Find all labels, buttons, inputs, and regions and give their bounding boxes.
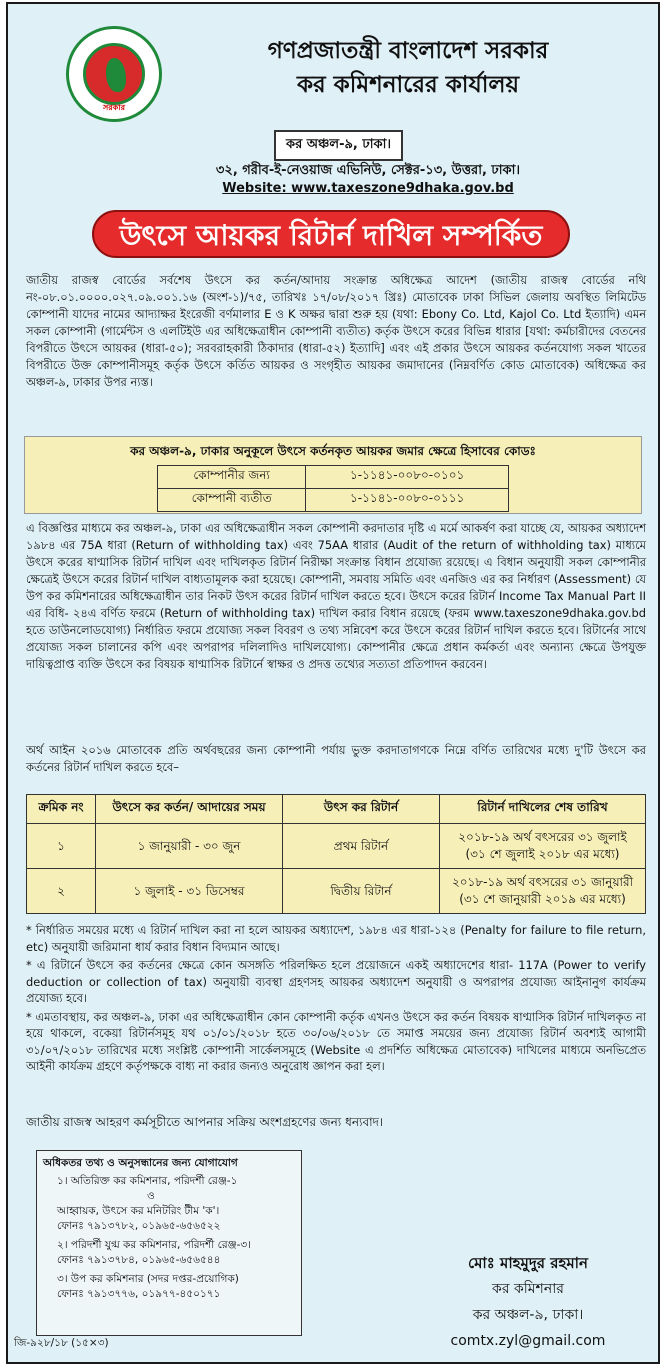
table-row	[27, 869, 646, 914]
account-code-box	[24, 436, 642, 514]
cell-deadline	[440, 824, 646, 869]
footer-code: জি-৯২৮/১৮ (১৫×৩)	[14, 1337, 109, 1349]
cell-deadline	[440, 869, 646, 914]
signatory-title: কর কমিশনার	[492, 1281, 564, 1297]
contact-1-phone: ফোনঃ ৭৯১৩৭৮২, ০১৯৬৫-৬৫৬৫২২	[57, 1220, 221, 1232]
contact-2-title: ২। পরিদর্শী যুগ্ম কর কমিশনার, পরিদর্শী রেঞ্জ-৩।	[57, 1239, 251, 1251]
cell-return: দ্বিতীয় রিটার্ন	[283, 869, 440, 914]
col-serial: ক্রমিক নং	[27, 795, 96, 824]
signatory-office: কর অঞ্চল-৯, ঢাকা।	[472, 1307, 584, 1323]
code-value: ১-১১৪১-০০৮০-০১০১	[306, 466, 509, 489]
account-code-table	[157, 465, 509, 512]
return-schedule-table	[26, 794, 646, 914]
note-verification: * এ রিটার্নে উৎসে কর কর্তনের ক্ষেত্রে কোন অসঙ্গতি পরিলক্ষিত হলে প্রয়োজনে একই অধ্যাদেশের ধারা- 117A (Power to verify deduction or collection of tax) অনুযায়ী ব্যবস্থা গ্রহণসহ আয়কর অধ্যাদেশ অনুযায়ী ও অপরাপর প্রযোজ্য আইনানুগ কার্যক্রম প্রযোজ্য হবে।	[26, 958, 646, 1005]
contact-1	[37, 1173, 301, 1237]
seal-red-circle	[83, 43, 145, 105]
header-line1: গণপ্রজাতন্ত্রী বাংলাদেশ সরকার	[267, 38, 549, 64]
contact-1-and: ও	[147, 1190, 155, 1202]
cell-return: প্রথম রিটার্ন	[283, 824, 440, 869]
cell-period: ১ জানুয়ারী - ৩০ জুন	[96, 824, 283, 869]
contact-2-phone: ফোনঃ ৭৯১৩৭৮৪, ০১৯৬৫-৬৫৬৫৪৪	[57, 1254, 221, 1266]
seal-text: সরকার	[102, 103, 125, 112]
government-seal	[66, 26, 162, 122]
cell-serial: ২	[27, 869, 96, 914]
address-line: ৩২, গরীব-ই-নেওয়াজ এভিনিউ, সেক্টর-১৩, উত্তরা, ঢাকা।	[215, 163, 521, 178]
bangladesh-map-icon	[106, 58, 126, 92]
table-row	[158, 489, 509, 512]
contact-2	[37, 1237, 301, 1271]
table-row	[158, 466, 509, 489]
header-title	[198, 34, 618, 102]
header-line2: কর কমিশনারের কার্যালয়	[296, 72, 520, 98]
thanks-line: জাতীয় রাজস্ব আহরণ কর্মসূচীতে আপনার সক্রিয় অংশগ্রহণের জন্য ধন্যবাদ।	[26, 1115, 384, 1129]
signatory-email: comtx.zyl@gmail.com	[450, 1333, 606, 1349]
col-period: উৎসে কর কর্তন/ আদায়ের সময়	[96, 795, 283, 824]
code-label: কোম্পানীর জন্য	[158, 466, 306, 489]
code-box-heading: কর অঞ্চল-৯, ঢাকার অনুকূলে উৎসে কর্তনকৃত আয়কর জমার ক্ষেত্রে হিসাবের কোডঃ	[130, 444, 536, 458]
notice-banner: উৎসে আয়কর রিটার্ন দাখিল সম্পর্কিত	[92, 210, 570, 258]
cell-period: ১ জুলাই - ৩১ ডিসেম্বর	[96, 869, 283, 914]
signature-block	[438, 1250, 618, 1354]
contact-1-title: ১। অতিরিক্ত কর কমিশনার, পরিদর্শী রেঞ্জ-১	[57, 1175, 238, 1187]
contact-3-title: ৩। উপ কর কমিশনার (সদর দপ্তর-প্রয়োগিক)	[57, 1273, 239, 1285]
signatory-name: মোঃ মাহমুদুর রহমান	[468, 1254, 588, 1272]
deadline-line2: (৩১ শে জুলাই ২০১৮ এর মধ্যে)	[465, 847, 620, 861]
paragraph-rules: এ বিজ্ঞপ্তির মাধ্যমে কর অঞ্চল-৯, ঢাকা এর অধিক্ষেত্রাধীন সকল কোম্পানী করদাতার দৃষ্টি এ মর্মে আকর্ষণ করা যাচ্ছে যে, আয়কর অধ্যাদেশ ১৯৮৪ এর 75A ধারা (Return of withholding tax) এবং 75AA ধারার (Audit of the return of withholding tax) মাধ্যমে উৎসে করের ষাণ্মাসিক রিটার্ন দাখিল এবং দাখিলকৃত রিটার্ন নিরীক্ষা সংক্রান্ত বিধান প্রযোজ্য রয়েছে। এ বিধান অনুযায়ী সকল কোম্পানীর ক্ষেত্রেই উৎসে করের রিটার্ন দাখিল বাধ্যতামূলক করা হয়েছে। কোম্পানী, সমবায় সমিতি এবং এনজিও এর কর নির্ধারণ (Assessment) যে উপ কর কমিশনারের অধিক্ষেত্রাধীন তার নিকট উৎস করের রিটার্ন দাখিল করতে হবে। উৎসে করের রিটার্ন Income Tax Manual Part II এর বিধি- ২৪এ বর্ণিত ফরমে (Return of withholding tax) দাখিল করার বিধান রয়েছে (ফরম www.taxeszone9dhaka.gov.bd হতে ডাউনলোডযোগ্য) নির্ধারিত ফরমে প্রযোজ্য সকল বিবরণ ও তথ্য সন্নিবেশ করে উৎসে করের রিটার্ন দাখিল করতে হবে। রিটার্নের সাথে প্রযোজ্য সকল চালানের কপি এবং অপরাপর দলিলাদিও দাখিলযোগ্য। কোম্পানীর ক্ষেত্রে প্রধান কর্মকর্তা এবং অন্যান্য ক্ষেত্রে উপযুক্ত দায়িত্বপ্রাপ্ত ব্যক্তি উৎসে কর বিষয়ক ষাণ্মাসিক রিটার্নে স্বাক্ষর ও প্রদত্ত তথ্যের সত্যতা প্রতিপাদন করবেন।	[26, 521, 646, 671]
table-row	[27, 824, 646, 869]
cell-serial: ১	[27, 824, 96, 869]
notes-block	[26, 922, 646, 1077]
website-link[interactable]: Website: www.taxeszone9dhaka.gov.bd	[222, 181, 514, 196]
col-return: উৎস কর রিটার্ন	[283, 795, 440, 824]
contact-box	[36, 1150, 302, 1336]
notice-page	[6, 2, 660, 1364]
deadline-line1: ২০১৮-১৯ অর্থ বৎসরের ৩১ জুলাই	[458, 830, 627, 844]
note-deadline-request: * এমতাবস্থায়, কর অঞ্চল-৯, ঢাকা এর অধিক্ষেত্রাধীন কোন কোম্পানী কর্তৃক এখনও উৎসে কর কর্তন বিষয়ক ষাণ্মাসিক রিটার্ন দাখিলকৃত না হয়ে থাকলে, বকেয়া রিটার্নসমূহ যথ ০১/০১/২০১৮ হতে ৩০/০৬/২০১৮ তে সমাপ্ত সময়ের জন্য প্রযোজ্য রিটার্ন অবশ্যই আগামী ৩১/০৭/২০১৮ তারিখের মধ্যে সংশ্লিষ্ট কোম্পানী সার্কেলসমূহে (Website এ প্রদর্শিত অধিক্ষেত্র মোতাবেক) দাখিলের মাধ্যমে অনভিপ্রেত আইনী কার্যক্রম গ্রহণে কর্তৃপক্ষকে বাধ্য না করার জন্যও অনুরোধ জ্ঞাপন করা হল।	[26, 1009, 646, 1073]
note-penalty: * নির্ধারিত সময়ের মধ্যে এ রিটার্ন দাখিল করা না হলে আয়কর অধ্যাদেশ, ১৯৮৪ এর ধারা-১২৪ (Penalty for failure to file return, etc) অনুযায়ী জরিমানা ধার্য করার বিধান বিদ্যমান আছে।	[26, 923, 646, 954]
table-header-row	[27, 795, 646, 824]
col-deadline: রিটার্ন দাখিলের শেষ তারিখ	[440, 795, 646, 824]
contact-1-role: আহ্বায়ক, উৎসে কর মনিটরিং টীম 'ক'।	[57, 1205, 220, 1217]
contact-3-phone: ফোনঃ ৭৯১৩৭৭৬, ০১৯৭৭-৪৫০১৭১	[57, 1288, 221, 1300]
code-value: ১-১১৪১-০০৮০-০১১১	[306, 489, 509, 512]
office-zone-label: কর অঞ্চল-৯, ঢাকা।	[274, 130, 403, 161]
deadline-line1: ২০১৮-১৯ অর্থ বৎসরের ৩১ জানুয়ারী	[451, 875, 634, 889]
contact-heading: অধিকতর তথ্য ও অনুসন্ধানের জন্য যোগাযোগ	[43, 1157, 238, 1169]
paragraph-intro: জাতীয় রাজস্ব বোর্ডের সর্বশেষ উৎসে কর কর্তন/আদায় সংক্রান্ত অধিক্ষেত্র আদেশ (জাতীয় রাজস্ব বোর্ডের নথি নং-০৮.০১.০০০০.০২৭.০৯.০০১.১৬ (অংশ-১)/৭৫, তারিখঃ ১৭/০৮/২০১৭ খ্রিঃ) মোতাবেক ঢাকা সিভিল জেলায় অবস্থিত লিমিটেড কোম্পানী যাদের নামের আদ্যাক্ষর ইংরেজী বর্ণমালার E ও K অক্ষর দ্বারা শুরু হয় (যথা: Ebony Co. Ltd, Kajol Co. Ltd ইত্যাদি) এমন সকল কোম্পানী (গার্মেন্টস ও এলটিইউ এর অধিক্ষেত্রাধীন কোম্পানী ব্যতীত) কর্তৃক উৎসে করের বিভিন্ন ধারার [যথা: কর্মচারীদের বেতনের বিপরীতে উৎসে আয়কর (ধারা-৫০); সরবরাহকারী ঠিকাদার (ধারা-৫২) ইত্যাদি] এবং এই প্রকার উৎসে আয়কর কর্তনযোগ্য সকল খাতের বিপরীতে উক্ত কোম্পানীসমূহ কর্তৃক উৎসে কর্তিত আয়কর ও সংগৃহীত আয়কর জমাদানের (নিম্নবর্ণিত কোড মোতাবেক) অধিক্ষেত্র কর অঞ্চল-৯, ঢাকার উপর ন্যস্ত।	[26, 273, 646, 389]
paragraph-finance-act: অর্থ আইন ২০১৬ মোতাবেক প্রতি অর্থবছরের জন্য কোম্পানী পর্যায় ভুক্ত করদাতাগণকে নিম্নে বর্ণিত তারিখের মধ্যে দু'টি উৎসে কর কর্তনের রিটার্ন দাখিল করতে হবে–	[26, 743, 646, 774]
contact-3	[37, 1271, 301, 1305]
code-label: কোম্পানী ব্যতীত	[158, 489, 306, 512]
deadline-line2: (৩১ শে জানুয়ারী ২০১৯ এর মধ্যে)	[459, 892, 626, 906]
address-block	[158, 162, 578, 198]
